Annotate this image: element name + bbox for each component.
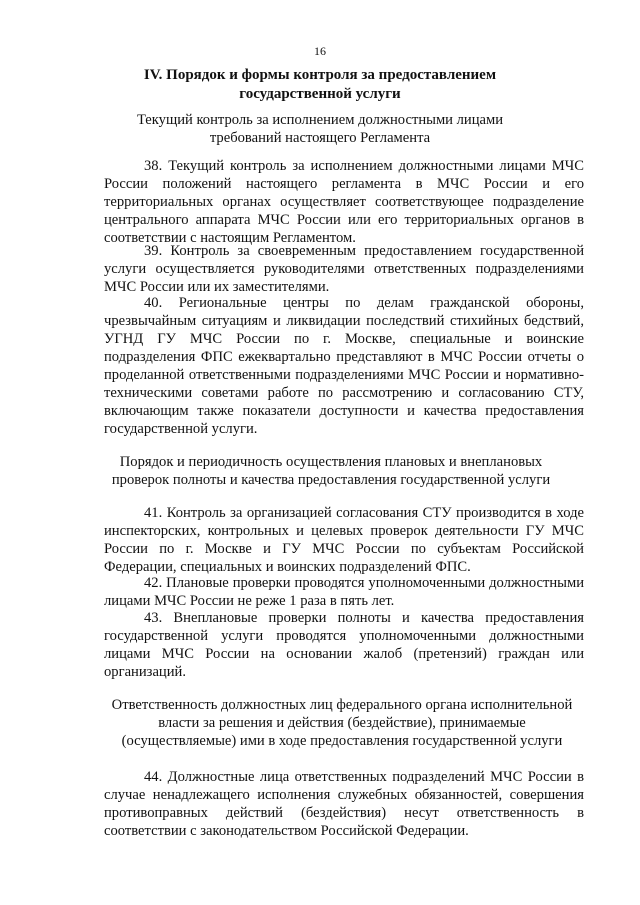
paragraph-43: 43. Внеплановые проверки полноты и качества предоставления государственной услуги проводятся уполномоченными должностными лицами МЧС России на основании жалоб (претензий) граждан или организаций. [104, 610, 584, 680]
subsection-heading-inspections: Порядок и периодичность осуществления плановых и внеплановых проверок полноты и качества предоставления государственной услуги [111, 454, 551, 488]
subsection-heading-responsibility: Ответственность должностных лиц федерального органа исполнительной власти за решения и действия (бездействие), принимаемые (осуществляемые) ими в ходе предоставления государственной услуги [111, 697, 573, 749]
section-title: IV. Порядок и формы контроля за предоставлением государственной услуги [143, 67, 497, 102]
paragraph-38: 38. Текущий контроль за исполнением должностными лицами МЧС России положений настоящего регламента в МЧС России и его территориальных органах осуществляет соответствующее подразделение центрального аппарата МЧС России или его территориальных органов в соответствии с настоящим Регламентом. [104, 158, 584, 246]
paragraph-39: 39. Контроль за своевременным предоставлением государственной услуги осуществляется руководителями ответственных подразделениями МЧС России или их заместителями. [104, 243, 584, 295]
paragraph-40: 40. Региональные центры по делам гражданской обороны, чрезвычайным ситуациям и ликвидации последствий стихийных бедствий, УГНД ГУ МЧС России по г. Москве, специальные и воинские подразделения ФПС ежеквартально представляют в МЧС России отчеты о проделанной ответственными подразделениями МЧС России и нормативно-техническими советами работе по рассмотрению и согласованию СТУ, включающим также показатели доступности и качества предоставления государственной услуги. [104, 295, 584, 437]
subsection-heading-current-control: Текущий контроль за исполнением должностными лицами требований настоящего Регламента [136, 112, 504, 146]
page-number: 16 [314, 44, 326, 58]
paragraph-41: 41. Контроль за организацией согласования СТУ производится в ходе инспекторских, контрольных и целевых проверок деятельности ГУ МЧС России по г. Москве и ГУ МЧС России по субъектам Российской Федерации, специальных и воинских подразделений ФПС. [104, 505, 584, 575]
paragraph-44: 44. Должностные лица ответственных подразделений МЧС России в случае ненадлежащего исполнения служебных обязанностей, совершения противоправных действий (бездействия) несут ответственность в соответствии с законодательством Российской Федерации. [104, 769, 584, 839]
paragraph-42: 42. Плановые проверки проводятся уполномоченными должностными лицами МЧС России не реже 1 раза в пять лет. [104, 575, 584, 609]
